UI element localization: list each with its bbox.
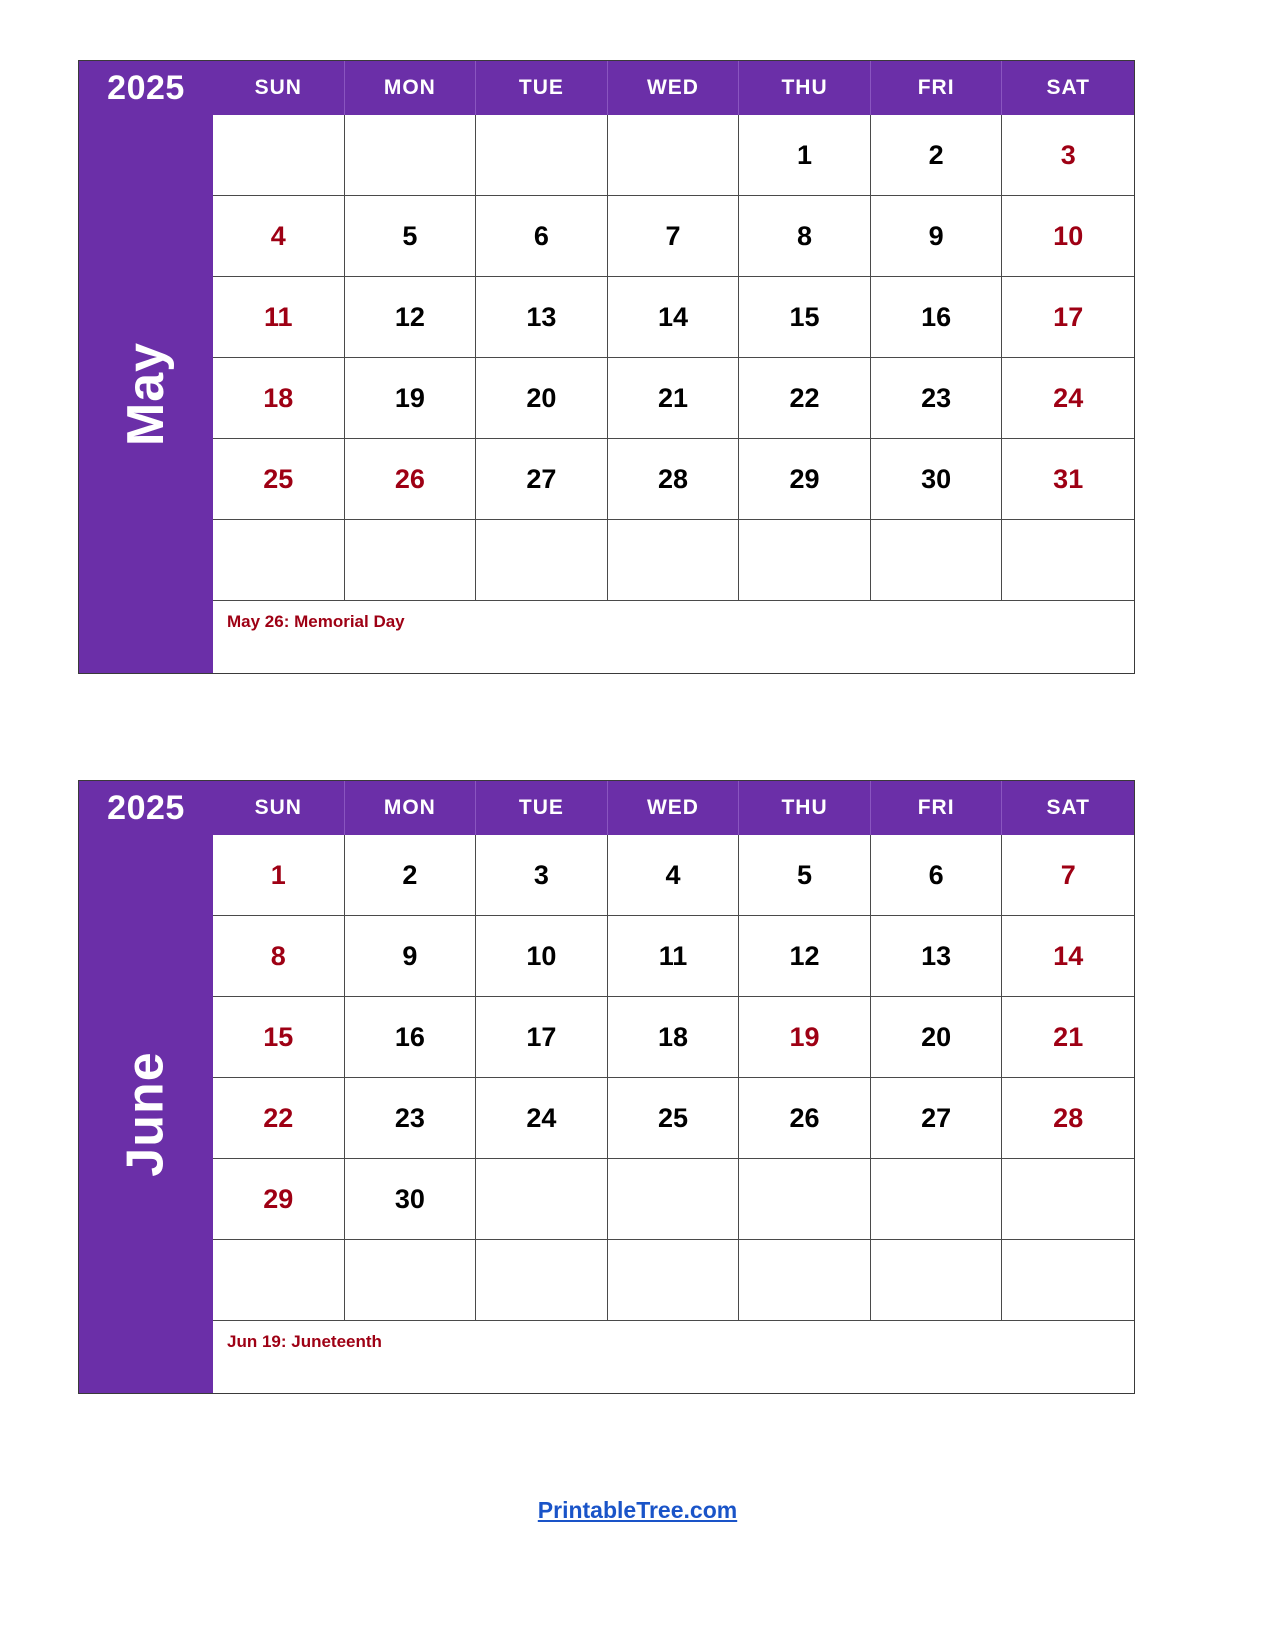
dow-mon: MON <box>345 781 477 835</box>
day-cell[interactable]: 15 <box>739 277 871 358</box>
day-cell[interactable]: 13 <box>476 277 608 358</box>
footer-website-link[interactable]: PrintableTree.com <box>537 1497 738 1523</box>
day-cell[interactable]: 13 <box>871 916 1003 997</box>
month-name-label: June <box>117 1051 175 1177</box>
dow-fri: FRI <box>871 61 1003 115</box>
month-name-label: May <box>117 341 175 447</box>
day-cell[interactable]: 3 <box>1002 115 1134 196</box>
day-cell[interactable]: 7 <box>608 196 740 277</box>
day-cell[interactable]: 18 <box>608 997 740 1078</box>
day-cell[interactable]: 19 <box>345 358 477 439</box>
day-cell[interactable]: 9 <box>345 916 477 997</box>
day-cell[interactable]: 8 <box>739 196 871 277</box>
month-name-wrap <box>79 115 213 673</box>
week-row <box>213 277 1134 358</box>
day-cell[interactable]: 3 <box>476 835 608 916</box>
dow-wed: WED <box>608 61 740 115</box>
week-row <box>213 1159 1134 1240</box>
day-cell[interactable]: 14 <box>608 277 740 358</box>
day-cell[interactable]: 29 <box>739 439 871 520</box>
day-cell[interactable]: 9 <box>871 196 1003 277</box>
day-cell[interactable]: 23 <box>871 358 1003 439</box>
week-row <box>213 196 1134 277</box>
day-cell[interactable] <box>345 115 477 196</box>
week-row <box>213 1240 1134 1321</box>
calendar-body <box>79 61 1134 673</box>
day-cell[interactable]: 10 <box>476 916 608 997</box>
calendar-may <box>78 60 1135 674</box>
day-cell[interactable]: 18 <box>213 358 345 439</box>
day-cell[interactable]: 26 <box>739 1078 871 1159</box>
year-label: 2025 <box>107 69 185 107</box>
dow-tue: TUE <box>476 61 608 115</box>
week-row <box>213 520 1134 601</box>
dow-thu: THU <box>739 61 871 115</box>
dow-wed: WED <box>608 781 740 835</box>
dow-fri: FRI <box>871 781 1003 835</box>
day-cell[interactable] <box>345 1240 477 1321</box>
dow-sun: SUN <box>213 781 345 835</box>
day-cell[interactable]: 5 <box>739 835 871 916</box>
day-cell[interactable] <box>476 1240 608 1321</box>
day-cell[interactable]: 30 <box>345 1159 477 1240</box>
day-cell[interactable] <box>739 520 871 601</box>
day-cell[interactable]: 2 <box>871 115 1003 196</box>
day-cell[interactable] <box>213 1240 345 1321</box>
week-row <box>213 115 1134 196</box>
day-cell[interactable]: 16 <box>871 277 1003 358</box>
month-strip-june <box>79 781 213 1393</box>
year-label: 2025 <box>107 789 185 827</box>
day-cell[interactable]: 22 <box>739 358 871 439</box>
day-cell[interactable]: 6 <box>871 835 1003 916</box>
holiday-notes-may <box>213 601 1134 673</box>
day-cell[interactable]: 29 <box>213 1159 345 1240</box>
day-cell[interactable] <box>871 1159 1003 1240</box>
day-cell-holiday[interactable]: 19 <box>739 997 871 1078</box>
day-cell[interactable] <box>213 115 345 196</box>
day-cell[interactable]: 20 <box>476 358 608 439</box>
day-cell[interactable] <box>1002 1240 1134 1321</box>
day-cell[interactable]: 14 <box>1002 916 1134 997</box>
day-cell[interactable]: 31 <box>1002 439 1134 520</box>
calendar-grid-june <box>213 781 1134 1393</box>
day-cell[interactable]: 11 <box>608 916 740 997</box>
day-cell[interactable] <box>213 520 345 601</box>
day-cell[interactable]: 23 <box>345 1078 477 1159</box>
day-of-week-header-row <box>213 781 1134 835</box>
day-cell[interactable]: 24 <box>476 1078 608 1159</box>
footer <box>0 1497 1275 1524</box>
day-cell[interactable]: 8 <box>213 916 345 997</box>
day-cell[interactable] <box>871 520 1003 601</box>
day-cell[interactable]: 15 <box>213 997 345 1078</box>
day-cell[interactable]: 1 <box>213 835 345 916</box>
day-cell[interactable] <box>739 1240 871 1321</box>
day-cell[interactable]: 22 <box>213 1078 345 1159</box>
dow-tue: TUE <box>476 781 608 835</box>
day-cell[interactable]: 28 <box>1002 1078 1134 1159</box>
day-cell[interactable] <box>871 1240 1003 1321</box>
day-cell[interactable]: 4 <box>608 835 740 916</box>
holiday-notes-june <box>213 1321 1134 1393</box>
day-cell[interactable]: 30 <box>871 439 1003 520</box>
day-cell[interactable]: 10 <box>1002 196 1134 277</box>
calendar-body <box>79 781 1134 1393</box>
day-cell[interactable]: 20 <box>871 997 1003 1078</box>
day-cell[interactable]: 25 <box>608 1078 740 1159</box>
month-name-wrap <box>79 835 213 1393</box>
week-row <box>213 997 1134 1078</box>
calendar-june <box>78 780 1135 1394</box>
dow-sat: SAT <box>1046 796 1090 819</box>
week-row <box>213 358 1134 439</box>
day-cell[interactable] <box>476 1159 608 1240</box>
day-cell[interactable]: 27 <box>476 439 608 520</box>
day-cell[interactable]: 16 <box>345 997 477 1078</box>
dow-mon: MON <box>345 61 477 115</box>
week-row <box>213 439 1134 520</box>
day-cell[interactable]: 21 <box>1002 997 1134 1078</box>
day-cell[interactable] <box>739 1159 871 1240</box>
day-cell[interactable]: 12 <box>739 916 871 997</box>
day-cell[interactable]: 6 <box>476 196 608 277</box>
day-cell[interactable] <box>1002 1159 1134 1240</box>
day-cell[interactable] <box>608 1159 740 1240</box>
dow-sat: SAT <box>1046 76 1090 99</box>
week-row <box>213 1078 1134 1159</box>
week-row <box>213 835 1134 916</box>
dow-thu: THU <box>739 781 871 835</box>
holiday-note: May 26: Memorial Day <box>227 612 405 631</box>
day-cell[interactable]: 4 <box>213 196 345 277</box>
day-cell[interactable]: 7 <box>1002 835 1134 916</box>
month-strip-may <box>79 61 213 673</box>
day-cell[interactable] <box>1002 520 1134 601</box>
day-cell[interactable]: 12 <box>345 277 477 358</box>
day-cell[interactable]: 27 <box>871 1078 1003 1159</box>
day-cell[interactable] <box>608 520 740 601</box>
day-cell[interactable]: 2 <box>345 835 477 916</box>
calendar-grid-may <box>213 61 1134 673</box>
day-cell[interactable] <box>476 115 608 196</box>
day-of-week-header-row <box>213 61 1134 115</box>
dow-sun: SUN <box>213 61 345 115</box>
day-cell-holiday[interactable]: 26 <box>345 439 477 520</box>
day-cell[interactable] <box>345 520 477 601</box>
day-cell[interactable] <box>608 1240 740 1321</box>
day-cell[interactable] <box>476 520 608 601</box>
day-cell[interactable]: 21 <box>608 358 740 439</box>
week-row <box>213 916 1134 997</box>
day-cell[interactable]: 5 <box>345 196 477 277</box>
holiday-note: Jun 19: Juneteenth <box>227 1332 382 1351</box>
day-cell[interactable] <box>608 115 740 196</box>
day-cell[interactable]: 25 <box>213 439 345 520</box>
day-cell[interactable]: 24 <box>1002 358 1134 439</box>
day-cell[interactable]: 17 <box>476 997 608 1078</box>
day-cell[interactable]: 28 <box>608 439 740 520</box>
day-cell[interactable]: 11 <box>213 277 345 358</box>
day-cell[interactable]: 17 <box>1002 277 1134 358</box>
day-cell[interactable]: 1 <box>739 115 871 196</box>
